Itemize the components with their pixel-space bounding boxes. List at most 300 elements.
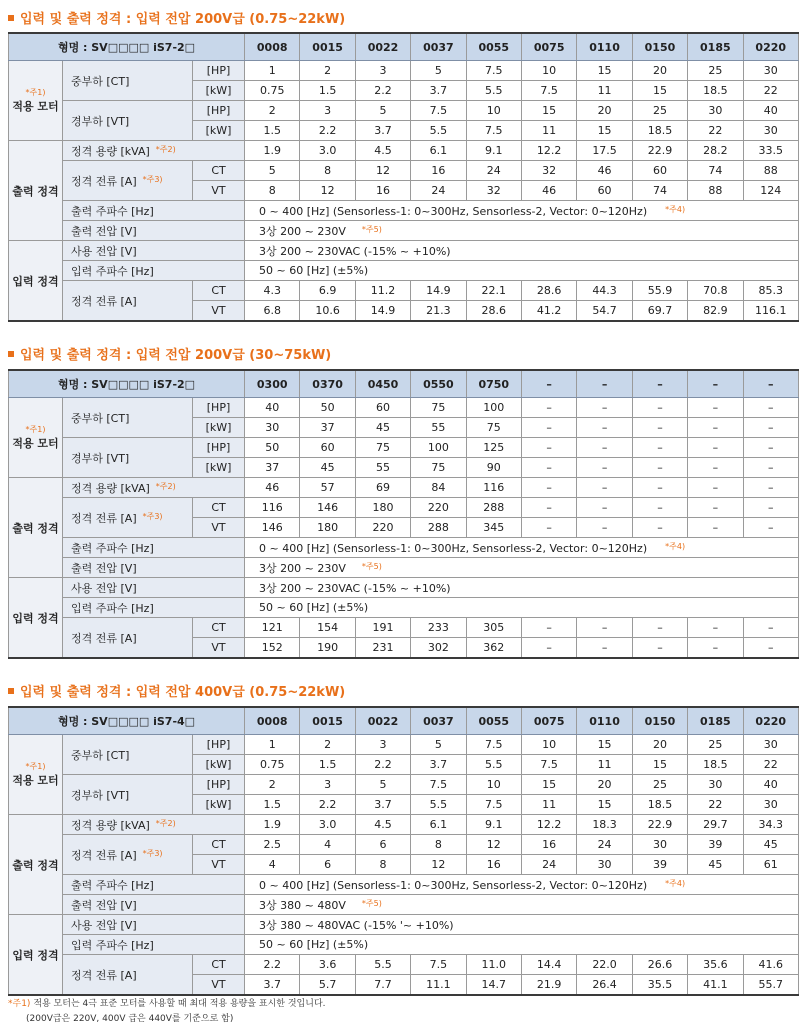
ct_hp-cell: 20 [632,735,687,755]
vt_kw-cell: 3.7 [355,121,410,141]
out-freq-value [245,538,799,558]
out_vt-cell: 24 [411,181,466,201]
model-code: – [688,370,743,398]
in_vt-cell: 14.7 [466,975,521,996]
motor-group-label [9,735,63,815]
out_vt-cell: 74 [632,181,687,201]
model-code: 0220 [743,33,798,61]
in_vt-cell: 10.6 [300,301,355,322]
vt_kw-cell: 2.2 [300,121,355,141]
ct_hp-cell: 25 [688,61,743,81]
capacity-cell: 33.5 [743,141,798,161]
capacity-cell: 3.0 [300,141,355,161]
out-current-note: *주3) [142,511,163,521]
vt_hp-cell: 7.5 [411,101,466,121]
ct_kw-cell: – [577,418,632,438]
table-row [9,281,799,301]
ct-tag: CT [193,835,245,855]
in_ct-cell: – [743,618,798,638]
in-volt-value: 3상 200 ~ 230VAC (-15% ~ +10%) [245,241,799,261]
ct_hp-cell: – [577,398,632,418]
title-bullet-icon [8,688,14,694]
out_vt-cell: 8 [245,181,300,201]
vt_kw-cell: 5.5 [411,795,466,815]
ct_hp-cell: 10 [521,61,576,81]
in_ct-cell: 3.6 [300,955,355,975]
vt_hp-cell: 3 [300,775,355,795]
ct_hp-cell: 3 [355,61,410,81]
model-code: – [743,370,798,398]
in_vt-cell: 7.7 [355,975,410,996]
out_vt-cell: 124 [743,181,798,201]
vt_hp-cell: 15 [521,775,576,795]
vt_kw-cell: 7.5 [466,795,521,815]
in_ct-cell: 70.8 [688,281,743,301]
in_ct-cell: 14.9 [411,281,466,301]
in_ct-cell: 85.3 [743,281,798,301]
ct_hp-cell: 50 [300,398,355,418]
model-code: 0750 [466,370,521,398]
vt_hp-cell: 100 [411,438,466,458]
ct_hp-cell: 30 [743,735,798,755]
out-volt-note: *주5) [361,898,382,908]
capacity-cell: 12.2 [521,815,576,835]
vt-tag: VT [193,638,245,659]
section-title-text: 입력 및 출력 정격 : 입력 전압 200V급 (0.75~22kW) [20,12,346,27]
ct_kw-cell: 55 [411,418,466,438]
ct_kw-cell: 37 [300,418,355,438]
unit-kw: [kW] [193,81,245,101]
out-volt-note: *주5) [361,224,382,234]
out_ct-cell: 220 [411,498,466,518]
in_ct-cell: 121 [245,618,300,638]
unit-hp: [HP] [193,438,245,458]
in_vt-cell: – [688,638,743,659]
out_vt-cell: 12 [300,181,355,201]
model-code: 0150 [632,33,687,61]
footnote-line2-text: (200V급은 220V, 400V 급은 440V를 기준으로 함) [26,1014,234,1024]
ct_hp-cell: 2 [300,735,355,755]
ct_kw-cell: 15 [632,755,687,775]
out-freq-text: 0 ~ 400 [Hz] (Sensorless-1: 0~300Hz, Sensorless-2, Vector: 0~120Hz) [259,204,648,218]
model-header-row [9,370,799,398]
unit-kw: [kW] [193,458,245,478]
out_ct-cell: 24 [577,835,632,855]
ct_kw-cell: 2.2 [355,755,410,775]
out_vt-cell: 4 [245,855,300,875]
in-freq-label: 입력 주파수 [Hz] [63,935,245,955]
ct_hp-cell: 25 [688,735,743,755]
capacity-label-text: 정격 용량 [kVA] [71,818,150,832]
vt_hp-cell: 25 [632,775,687,795]
vt_hp-cell: 2 [245,101,300,121]
vt_kw-cell: 30 [743,121,798,141]
out_ct-cell: 46 [577,161,632,181]
in_ct-cell: 6.9 [300,281,355,301]
out_ct-cell: 12 [466,835,521,855]
section-title [8,344,331,363]
vt_hp-cell: – [632,438,687,458]
out-current-label-text: 정격 전류 [A] [71,511,137,525]
model-code: 0150 [632,707,687,735]
out_ct-cell: 16 [521,835,576,855]
out-volt-value [245,895,799,915]
in_vt-cell: 190 [300,638,355,659]
table-row [9,915,799,935]
out_ct-cell: 146 [300,498,355,518]
out_vt-cell: 32 [466,181,521,201]
table-row [9,141,799,161]
in-freq-value: 50 ~ 60 [Hz] (±5%) [245,261,799,281]
capacity-cell: 22.9 [632,141,687,161]
model-code: 0037 [411,33,466,61]
in_ct-cell: 44.3 [577,281,632,301]
ct_hp-cell: 5 [411,735,466,755]
section-title-text: 입력 및 출력 정격 : 입력 전압 400V급 (0.75~22kW) [20,685,346,700]
in_ct-cell: 35.6 [688,955,743,975]
ct_hp-cell: 1 [245,735,300,755]
ct_kw-cell: 7.5 [521,755,576,775]
ct_kw-cell: – [521,418,576,438]
input-group-label: 입력 정격 [9,915,63,996]
out_ct-cell: – [577,498,632,518]
capacity-label-text: 정격 용량 [kVA] [71,144,150,158]
ct_hp-cell: – [688,398,743,418]
capacity-cell: 84 [411,478,466,498]
in_ct-cell: – [632,618,687,638]
out-current-note: *주3) [142,848,163,858]
vt_kw-cell: – [632,458,687,478]
out-volt-value [245,558,799,578]
capacity-cell: – [743,478,798,498]
table-row [9,498,799,518]
spec-table [8,32,799,322]
unit-hp: [HP] [193,61,245,81]
input-group-label: 입력 정격 [9,578,63,659]
out-freq-note: *주4) [665,204,686,214]
ct-load-label: 중부하 [CT] [63,61,193,101]
out-freq-text: 0 ~ 400 [Hz] (Sensorless-1: 0~300Hz, Sensorless-2, Vector: 0~120Hz) [259,541,648,555]
out_vt-cell: 45 [688,855,743,875]
capacity-cell: – [632,478,687,498]
out_vt-cell: 180 [300,518,355,538]
vt_kw-cell: – [688,458,743,478]
vt_hp-cell: 20 [577,101,632,121]
ct_hp-cell: – [521,398,576,418]
in_vt-cell: 5.7 [300,975,355,996]
capacity-cell: – [688,478,743,498]
out-freq-note: *주4) [665,878,686,888]
out_vt-cell: – [688,518,743,538]
in_vt-cell: 35.5 [632,975,687,996]
table-row [9,398,799,418]
vt_kw-cell: 90 [466,458,521,478]
in_ct-cell: 233 [411,618,466,638]
vt_kw-cell: 1.5 [245,121,300,141]
in_ct-cell: 4.3 [245,281,300,301]
model-code: 0185 [688,707,743,735]
vt_kw-cell: 22 [688,121,743,141]
vt_kw-cell: – [521,458,576,478]
out_ct-cell: 180 [355,498,410,518]
in_ct-cell: 11.0 [466,955,521,975]
capacity-label [63,815,245,835]
ct_hp-cell: 75 [411,398,466,418]
model-code: 0185 [688,33,743,61]
capacity-note: *주2) [155,144,176,154]
out-volt-label: 출력 전압 [V] [63,221,245,241]
out_vt-cell: 46 [521,181,576,201]
out_vt-cell: 39 [632,855,687,875]
table-row [9,241,799,261]
out-volt-label: 출력 전압 [V] [63,895,245,915]
unit-hp: [HP] [193,735,245,755]
in_ct-cell: 154 [300,618,355,638]
footnote-line1: 적용 모터는 4극 표준 모터를 사용할 때 최대 적용 용량을 표시한 것입니다. [33,999,326,1009]
ct_hp-cell: 3 [355,735,410,755]
unit-hp: [HP] [193,775,245,795]
model-code: 0110 [577,707,632,735]
model-code: 0075 [521,33,576,61]
vt_kw-cell: 18.5 [632,795,687,815]
out_ct-cell: 6 [355,835,410,855]
out-current-label-text: 정격 전류 [A] [71,174,137,188]
in_vt-cell: 26.4 [577,975,632,996]
ct_kw-cell: 11 [577,755,632,775]
model-code: 0055 [466,707,521,735]
ct_kw-cell: 22 [743,755,798,775]
in_vt-cell: 6.8 [245,301,300,322]
out_vt-cell: 6 [300,855,355,875]
vt-load-label: 경부하 [VT] [63,438,193,478]
vt-tag: VT [193,181,245,201]
out_vt-cell: 61 [743,855,798,875]
capacity-cell: – [577,478,632,498]
out_ct-cell: 30 [632,835,687,855]
vt_kw-cell: – [743,458,798,478]
out_vt-cell: – [743,518,798,538]
out_ct-cell: 88 [743,161,798,181]
vt_kw-cell: 5.5 [411,121,466,141]
model-code: 0022 [355,33,410,61]
vt_hp-cell: 3 [300,101,355,121]
motor-label: 적용 모터 [12,774,59,787]
vt_hp-cell: 60 [300,438,355,458]
out_ct-cell: 5 [245,161,300,181]
out-freq-label: 출력 주파수 [Hz] [63,538,245,558]
capacity-cell: 9.1 [466,141,521,161]
in_vt-cell: 82.9 [688,301,743,322]
vt_hp-cell: 125 [466,438,521,458]
in_vt-cell: 21.9 [521,975,576,996]
in_vt-cell: 41.1 [688,975,743,996]
table-row [9,775,799,795]
out-current-label-text: 정격 전류 [A] [71,848,137,862]
ct_hp-cell: 10 [521,735,576,755]
ct_kw-cell: 75 [466,418,521,438]
in_vt-cell: 302 [411,638,466,659]
section-title [8,681,345,700]
in_ct-cell: 7.5 [411,955,466,975]
unit-kw: [kW] [193,121,245,141]
vt_kw-cell: 37 [245,458,300,478]
capacity-cell: 1.9 [245,815,300,835]
capacity-cell: 69 [355,478,410,498]
capacity-label-text: 정격 용량 [kVA] [71,481,150,495]
out_ct-cell: 32 [521,161,576,181]
out-volt-text: 3상 200 ~ 230V [259,561,346,575]
capacity-cell: 12.2 [521,141,576,161]
out_ct-cell: 288 [466,498,521,518]
model-header-row [9,707,799,735]
output-group-label: 출력 정격 [9,141,63,241]
model-code: 0015 [300,707,355,735]
out-volt-note: *주5) [361,561,382,571]
in-freq-label: 입력 주파수 [Hz] [63,261,245,281]
out_vt-cell: 16 [355,181,410,201]
vt_hp-cell: 20 [577,775,632,795]
output-group-label: 출력 정격 [9,478,63,578]
capacity-cell: 17.5 [577,141,632,161]
ct-tag: CT [193,498,245,518]
vt_hp-cell: 7.5 [411,775,466,795]
vt_kw-cell: 2.2 [300,795,355,815]
table-row [9,935,799,955]
out-volt-text: 3상 200 ~ 230V [259,224,346,238]
ct-load-label: 중부하 [CT] [63,398,193,438]
unit-kw: [kW] [193,755,245,775]
out_vt-cell: 220 [355,518,410,538]
out_vt-cell: 16 [466,855,521,875]
out_vt-cell: 60 [577,181,632,201]
vt_kw-cell: – [577,458,632,478]
ct_hp-cell: 7.5 [466,61,521,81]
out-current-note: *주3) [142,174,163,184]
out-current-label [63,498,193,538]
ct_kw-cell: – [743,418,798,438]
ct_hp-cell: 15 [577,61,632,81]
capacity-cell: 57 [300,478,355,498]
out_ct-cell: 12 [355,161,410,181]
out-volt-value [245,221,799,241]
vt_hp-cell: 2 [245,775,300,795]
ct_kw-cell: 0.75 [245,755,300,775]
model-code: 0110 [577,33,632,61]
table-row [9,955,799,975]
in-current-label: 정격 전류 [A] [63,955,193,996]
in-volt-label: 사용 전압 [V] [63,241,245,261]
table-row [9,815,799,835]
vt_kw-cell: 18.5 [632,121,687,141]
capacity-cell: 34.3 [743,815,798,835]
in_vt-cell: 55.7 [743,975,798,996]
table-row [9,261,799,281]
model-label: 형명 : SV□□□□ iS7-4□ [9,707,245,735]
table-row [9,598,799,618]
in_ct-cell: 55.9 [632,281,687,301]
in_ct-cell: 41.6 [743,955,798,975]
capacity-cell: 4.5 [355,815,410,835]
in_ct-cell: 26.6 [632,955,687,975]
ct_kw-cell: 5.5 [466,81,521,101]
in_ct-cell: – [688,618,743,638]
ct_kw-cell: 5.5 [466,755,521,775]
in_ct-cell: 305 [466,618,521,638]
out_vt-cell: – [521,518,576,538]
out_vt-cell: 288 [411,518,466,538]
out-current-label [63,161,193,201]
model-code: 0008 [245,33,300,61]
out_vt-cell: – [632,518,687,538]
vt-tag: VT [193,301,245,322]
vt_hp-cell: 10 [466,101,521,121]
vt_hp-cell: – [521,438,576,458]
capacity-cell: 46 [245,478,300,498]
out_vt-cell: 146 [245,518,300,538]
in-volt-label: 사용 전압 [V] [63,578,245,598]
vt_kw-cell: 75 [411,458,466,478]
input-group-label: 입력 정격 [9,241,63,322]
out_vt-cell: 12 [411,855,466,875]
unit-hp: [HP] [193,398,245,418]
ct_hp-cell: 2 [300,61,355,81]
motor-note: *주1) [25,762,46,771]
out-volt-label: 출력 전압 [V] [63,558,245,578]
ct_kw-cell: 7.5 [521,81,576,101]
vt_hp-cell: – [743,438,798,458]
vt_hp-cell: 25 [632,101,687,121]
title-bullet-icon [8,351,14,357]
model-code: 0075 [521,707,576,735]
ct_hp-cell: 60 [355,398,410,418]
capacity-cell: – [521,478,576,498]
vt-load-label: 경부하 [VT] [63,775,193,815]
ct_kw-cell: 22 [743,81,798,101]
ct-tag: CT [193,161,245,181]
ct_hp-cell: – [632,398,687,418]
ct_hp-cell: 40 [245,398,300,418]
vt_hp-cell: – [577,438,632,458]
footnote [8,996,326,1009]
ct-tag: CT [193,618,245,638]
out_vt-cell: 345 [466,518,521,538]
section-title-text: 입력 및 출력 정격 : 입력 전압 200V급 (30~75kW) [20,348,332,363]
footnote-mark: *주1) [8,999,31,1009]
out_ct-cell: 2.5 [245,835,300,855]
vt_kw-cell: 11 [521,121,576,141]
out-freq-value [245,201,799,221]
ct_hp-cell: 1 [245,61,300,81]
in_vt-cell: – [521,638,576,659]
capacity-note: *주2) [155,818,176,828]
in-freq-value: 50 ~ 60 [Hz] (±5%) [245,935,799,955]
in_ct-cell: 2.2 [245,955,300,975]
out-freq-text: 0 ~ 400 [Hz] (Sensorless-1: 0~300Hz, Sensorless-2, Vector: 0~120Hz) [259,878,648,892]
model-code: 0550 [411,370,466,398]
in_ct-cell: 191 [355,618,410,638]
vt_hp-cell: 5 [355,101,410,121]
table-row [9,578,799,598]
vt_kw-cell: 45 [300,458,355,478]
vt_hp-cell: 50 [245,438,300,458]
ct_hp-cell: – [743,398,798,418]
vt_hp-cell: 30 [688,101,743,121]
vt_kw-cell: 15 [577,121,632,141]
ct-tag: CT [193,955,245,975]
vt_kw-cell: 1.5 [245,795,300,815]
ct_kw-cell: 18.5 [688,81,743,101]
out_ct-cell: 8 [300,161,355,181]
